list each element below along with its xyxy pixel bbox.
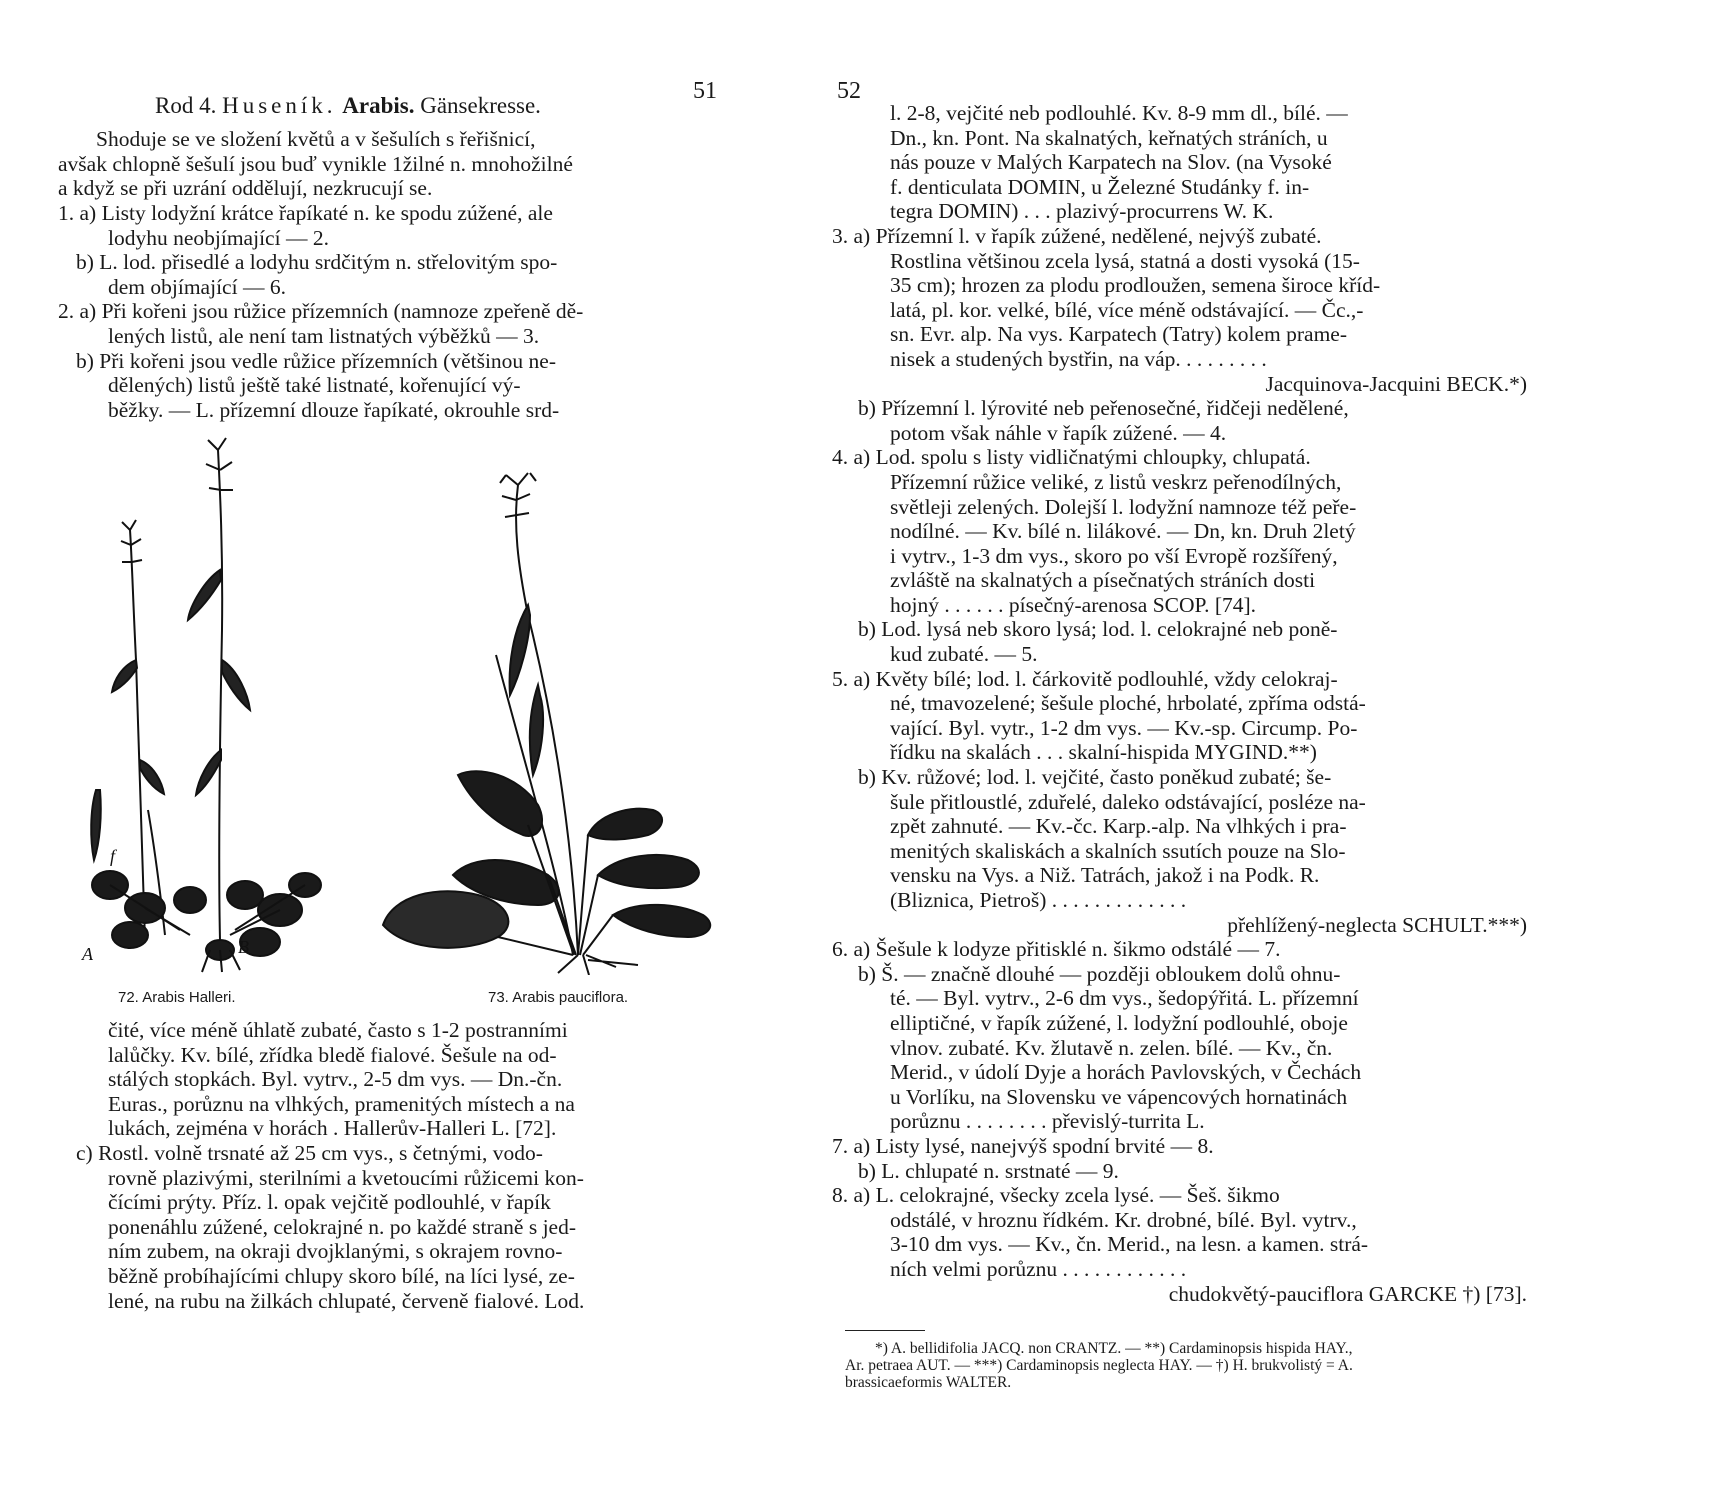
key-line: zvláště na skalnatých a písečnatých stráních dosti <box>890 568 1316 593</box>
key-line: lodyhu neobjímající — 2. <box>108 225 329 250</box>
key-line: ních velmi porůznu . . . . . . . . . . . . <box>890 1256 1187 1281</box>
key-line: b) Lod. lysá neb skoro lysá; lod. l. celokrajné neb poně- <box>858 617 1338 642</box>
key-line: Přízemní růžice veliké, z listů veskrz peřenodílných, <box>890 469 1342 494</box>
key-line: b) Přízemní l. lýrovité neb peřenosečné, řidčeji nedělené, <box>858 396 1349 421</box>
key-line: l. 2-8, vejčité neb podlouhlé. Kv. 8-9 mm dl., bílé. — <box>890 101 1348 125</box>
key-line: c) Rostl. volně trsnaté až 25 cm vys., s četnými, vodo- <box>76 1140 543 1165</box>
key-line: latá, pl. kor. velké, bílé, více méně odstávající. — Čc.,- <box>890 297 1364 322</box>
key-line: lalůčky. Kv. bílé, zřídka bledě fialové. Šešule na od- <box>108 1042 557 1067</box>
intro-line: Shoduje se ve složení květů a v šešulích s řeřišnicí, <box>96 127 536 151</box>
key-top <box>58 201 730 422</box>
heading-czech: Huseník. <box>222 93 337 118</box>
key-line: tegra DOMIN) . . . plazivý-procurrens W. K. <box>890 199 1274 224</box>
key-line: nisek a studených bystřin, na váp. . . . . . . . . <box>890 346 1267 371</box>
key-line: dem objímající — 6. <box>108 274 286 299</box>
key-line: zpět zahnuté. — Kv.-čc. Karp.-alp. Na vlhkých i pra- <box>890 814 1347 839</box>
key-line: běžně probíhajícími chlupy skoro bílé, na líci lysé, ze- <box>108 1263 575 1288</box>
footnote-line: *) A. bellidifolia JACQ. non CRANTZ. — **) Cardaminopsis hispida HAY., <box>875 1340 1353 1357</box>
footnote-line: Ar. petraea AUT. — ***) Cardaminopsis neglecta HAY. — †) H. brukvolistý = A. <box>845 1357 1353 1374</box>
key-line: b) Kv. růžové; lod. l. vejčité, často poněkud zubaté; še- <box>858 765 1332 790</box>
key-line: vlnov. zubaté. Kv. žlutavě n. zelen. bílé. — Kv., čn. <box>890 1035 1333 1060</box>
key-line: 5. a) Květy bílé; lod. l. čárkovitě podlouhlé, vždy celokraj- <box>832 666 1338 691</box>
key-line: čité, více méně úhlatě zubaté, často s 1-2 postranními <box>108 1018 568 1042</box>
key-continued <box>832 101 1527 1306</box>
heading-german: Gänsekresse. <box>420 93 541 118</box>
key-line: světleji zelených. Dolejší l. lodyžní namnoze též peře- <box>890 494 1357 519</box>
key-line: hojný . . . . . . písečný-arenosa SCOP. [74]. <box>890 592 1257 617</box>
figure-label-a: A <box>82 944 93 964</box>
footnote-rule <box>845 1330 925 1331</box>
intro-paragraph <box>58 127 730 201</box>
key-line: čícími prýty. Příz. l. opak vejčitě podlouhlé, v řapík <box>108 1190 551 1215</box>
figure-arabis-pauciflora <box>378 455 723 975</box>
key-line: lených listů, ale není tam listnatých výběžků — 3. <box>108 323 540 348</box>
key-line: 1. a) Listy lodyžní krátce řapíkaté n. ke spodu zúžené, ale <box>58 201 553 225</box>
key-line: b) L. chlupaté n. srstnaté — 9. <box>858 1158 1119 1183</box>
key-line: dělených) listů ještě také listnaté, kořenující vý- <box>108 373 521 398</box>
key-line: odstálé, v hroznu řídkém. Kr. drobné, bílé. Byl. vytrv., <box>890 1207 1357 1232</box>
footnote-line: brassicaeformis WALTER. <box>845 1374 1012 1391</box>
key-line: 7. a) Listy lysé, nanejvýš spodní brvité — 8. <box>832 1133 1214 1158</box>
figure-arabis-halleri <box>70 430 340 975</box>
key-line: f. denticulata DOMIN, u Železné Studánky f. in- <box>890 174 1310 199</box>
key-line: sn. Evr. alp. Na vys. Karpatech (Tatry) kolem prame- <box>890 322 1348 347</box>
key-line: b) Š. — značně dlouhé — později obloukem dolů ohnu- <box>858 961 1341 986</box>
key-line: přehlížený-neglecta SCHULT.***) <box>1227 912 1527 937</box>
intro-line: a když se při uzrání oddělují, nezkrucují se. <box>58 176 433 201</box>
key-line: b) L. lod. přisedlé a lodyhu srdčitým n. střelovitým spo- <box>76 250 558 275</box>
key-line: běžky. — L. přízemní dlouze řapíkaté, okrouhle srd- <box>108 397 560 422</box>
key-line: i vytrv., 1-3 dm vys., skoro po vší Evropě rozšířený, <box>890 543 1338 568</box>
key-line: menitých skaliskách a skalních ssutích pouze na Slo- <box>890 838 1346 863</box>
intro-line: avšak chlopně šešulí jsou buď vynikle 1žilné n. mnohožilné <box>58 151 573 176</box>
key-line: vající. Byl. vytr., 1-2 dm vys. — Kv.-sp. Circump. Po- <box>890 715 1358 740</box>
key-line: 4. a) Lod. spolu s listy vidličnatými chloupky, chlupatá. <box>832 445 1311 470</box>
key-line: 3-10 dm vys. — Kv., čn. Merid., na lesn. a kamen. strá- <box>890 1232 1369 1257</box>
key-line: (Bliznica, Pietroš) . . . . . . . . . . . . . <box>890 888 1187 912</box>
key-line: b) Při kořeni jsou vedle růžice přízemních (většinou ne- <box>76 348 557 373</box>
key-line: 35 cm); hrozen za plodu prodloužen, semena široce kříd- <box>890 273 1381 298</box>
key-line: porůznu . . . . . . . . převislý-turrita L. <box>890 1109 1205 1134</box>
key-line: Merid., v údolí Dyje a horách Pavlovských, v Čechách <box>890 1060 1362 1085</box>
key-line: potom však náhle v řapík zúžené. — 4. <box>890 420 1227 445</box>
heading-latin: Arabis. <box>342 93 415 118</box>
page-number-left: 51 <box>693 78 717 104</box>
key-line: chudokvětý-pauciflora GARCKE †) [73]. <box>1168 1281 1527 1306</box>
right-page <box>832 0 1734 1501</box>
key-line: ním zubem, na okraji dvojklanými, s okrajem rovno- <box>108 1239 563 1264</box>
key-line: šule přitloustlé, zduřelé, daleko odstávající, posléze na- <box>890 789 1366 814</box>
key-line: Rostlina většinou zcela lysá, statná a dosti vysoká (15- <box>890 248 1360 273</box>
key-line: Euras., porůznu na vlhkých, pramenitých místech a na <box>108 1091 575 1116</box>
key-line: ponenáhlu zúžené, celokrajné n. po každé straně s jed- <box>108 1214 577 1239</box>
key-line: nás pouze v Malých Karpatech na Slov. (na Vysoké <box>890 150 1332 175</box>
key-line: řídku na skalách . . . skalní-hispida MYGIND.**) <box>890 740 1317 765</box>
key-line: stálých stopkách. Byl. vytrv., 2-5 dm vys. — Dn.-čn. <box>108 1067 563 1092</box>
key-line: 3. a) Přízemní l. v řapík zúžené, nedělené, nejvýš zubaté. <box>832 223 1322 248</box>
key-line: né, tmavozelené; šešule ploché, hrbolaté, zpříma odstá- <box>890 691 1366 716</box>
key-line: 8. a) L. celokrajné, všecky zcela lysé. — Šeš. šikmo <box>832 1183 1280 1208</box>
key-line: té. — Byl. vytrv., 2-6 dm vys., šedopýřitá. L. přízemní <box>890 986 1359 1011</box>
caption-figure-73: 73. Arabis pauciflora. <box>488 989 629 1006</box>
key-line: 2. a) Při kořeni jsou růžice přízemních (namnoze zpeřeně dě- <box>58 299 584 324</box>
key-line: Dn., kn. Pont. Na skalnatých, keřnatých stráních, u <box>890 125 1328 150</box>
key-line: nodílné. — Kv. bílé n. lilákové. — Dn, kn. Druh 2letý <box>890 519 1356 544</box>
figure-label-f: f <box>110 846 116 866</box>
figure-label-b: B <box>238 937 249 957</box>
page-number-right: 52 <box>837 78 861 104</box>
key-line: vensku na Vys. a Niž. Tatrách, jakož i na Podk. R. <box>890 863 1320 888</box>
key-line: 6. a) Šešule k lodyze přitisklé n. šikmo odstálé — 7. <box>832 937 1281 962</box>
key-line: elliptičné, v řapík zúžené, l. lodyžní podlouhlé, oboje <box>890 1010 1348 1035</box>
key-line: lené, na rubu na žilkách chlupaté, červeně fialové. Lod. <box>108 1288 585 1313</box>
key-line: lukách, zejména v horách . Hallerův-Halleri L. [72]. <box>108 1116 557 1141</box>
key-line: kud zubaté. — 5. <box>890 642 1038 667</box>
key-line: Jacquinova-Jacquini BECK.*) <box>1265 371 1527 396</box>
key-line: u Vorlíku, na Slovensku ve vápencových hornatinách <box>890 1084 1348 1109</box>
caption-figure-72: 72. Arabis Halleri. <box>118 989 236 1006</box>
key-bottom <box>58 1018 730 1313</box>
footnotes <box>845 1340 1505 1391</box>
key-line: rovně plazivými, sterilními a kvetoucími růžicemi kon- <box>108 1165 584 1190</box>
heading-rod: Rod 4. <box>155 93 217 118</box>
genus-heading <box>155 94 541 119</box>
